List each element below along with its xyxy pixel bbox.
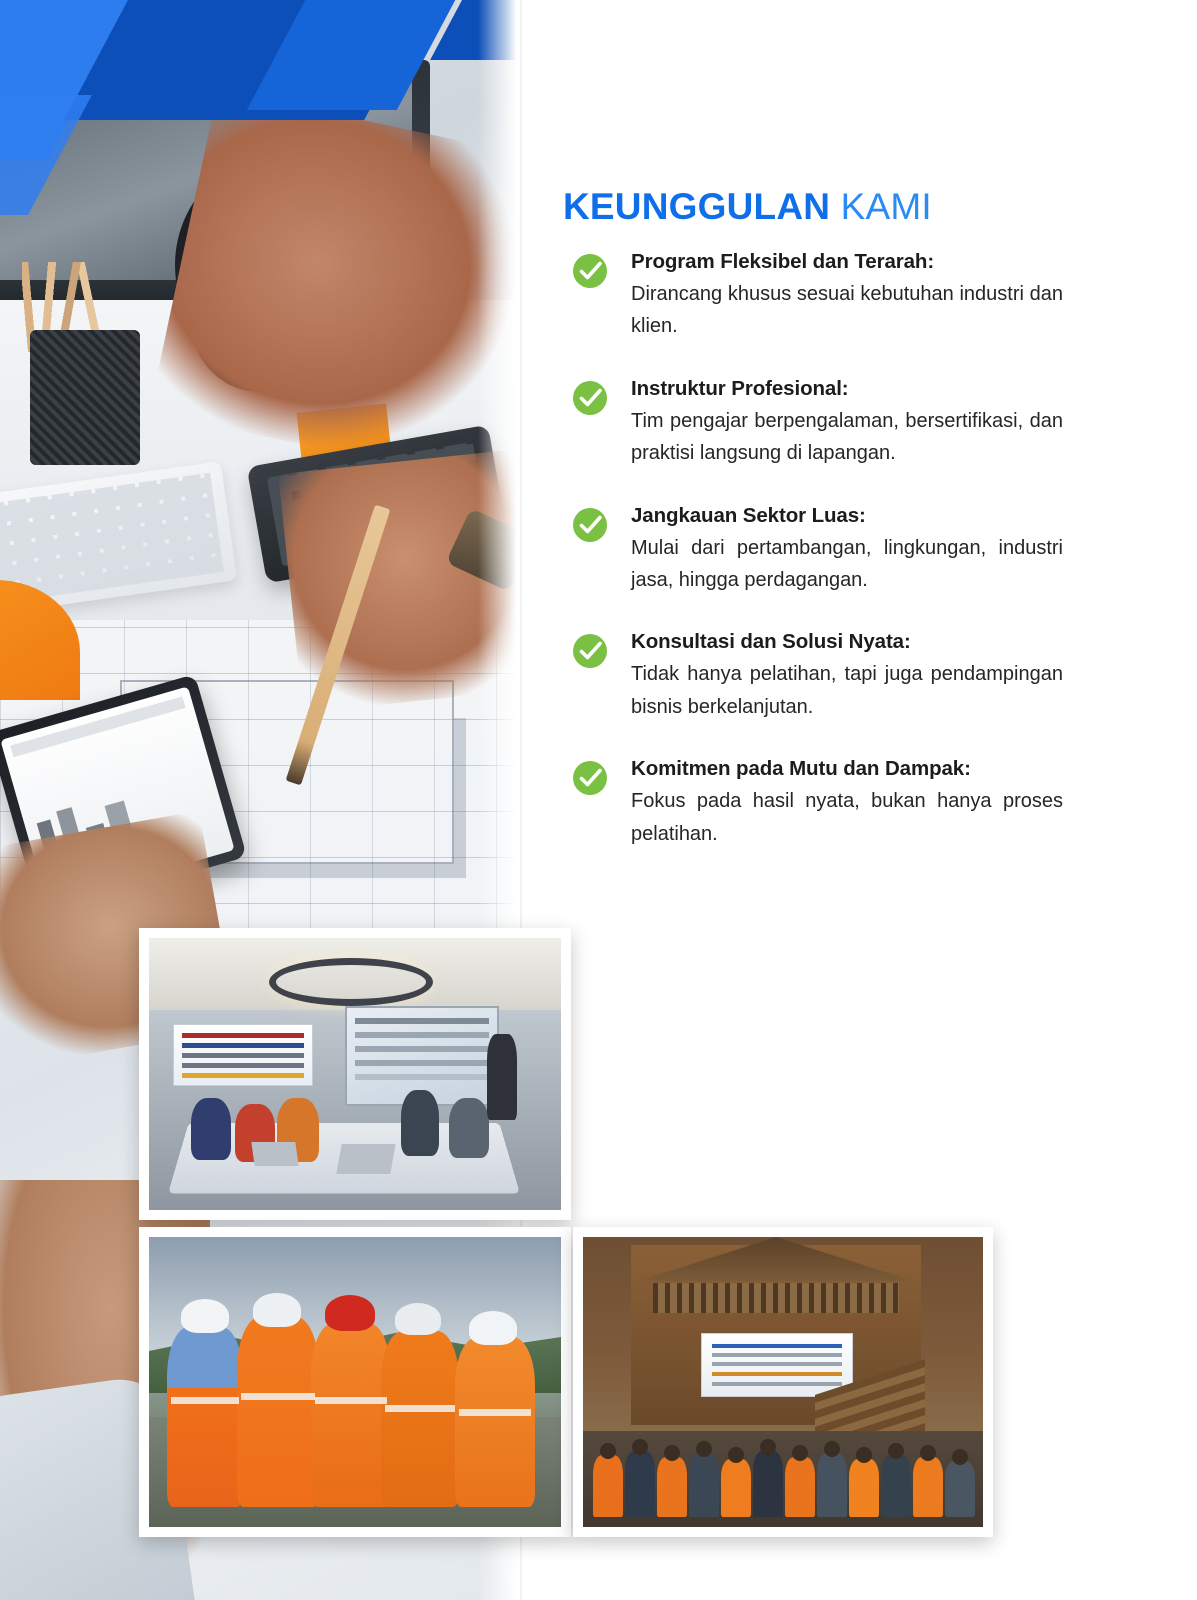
advantage-item-2 [563,377,1063,470]
page-title [563,186,1063,228]
advantage-item-1 [563,250,1063,343]
page-title-light: KAMI [840,186,932,227]
advantage-body: Fokus pada hasil nyata, bukan hanya proses pelatihan. [631,790,1063,845]
check-circle-icon [571,506,609,544]
advantage-body: Tim pengajar berpengalaman, bersertifikasi, dan praktisi langsung di lapangan. [631,409,1063,465]
check-circle-icon [571,379,609,417]
group-photo-wooden-building [573,1227,993,1537]
advantage-body: Mulai dari pertambangan, lingkungan, industri jasa, hingga perdagangan. [631,536,1063,591]
advantage-heading: Jangkauan Sektor Luas: [631,503,866,527]
advantage-heading: Instruktur Profesional: [631,376,849,400]
advantages-section [563,186,1063,884]
advantage-body: Tidak hanya pelatihan, tapi juga pendampingan bisnis berkelanjutan. [631,663,1063,718]
advantage-item-4 [563,630,1063,723]
advantage-item-3 [563,504,1063,597]
blue-geometric-header-graphic [0,0,520,210]
advantage-heading: Program Fleksibel dan Terarah: [631,250,935,273]
advantage-item-5 [563,757,1063,850]
field-workers-safety-vest-photo [139,1227,571,1537]
pencil-holder-shape [30,330,140,465]
meeting-room-training-photo [139,928,571,1220]
advantage-heading: Konsultasi dan Solusi Nyata: [631,630,911,654]
check-circle-icon [571,252,609,290]
advantage-heading: Komitmen pada Mutu dan Dampak: [631,757,971,781]
check-circle-icon [571,759,609,797]
advantage-body: Dirancang khusus sesuai kebutuhan industri dan klien. [631,283,1063,338]
page-title-strong: KEUNGGULAN [563,186,831,227]
check-circle-icon [571,632,609,670]
